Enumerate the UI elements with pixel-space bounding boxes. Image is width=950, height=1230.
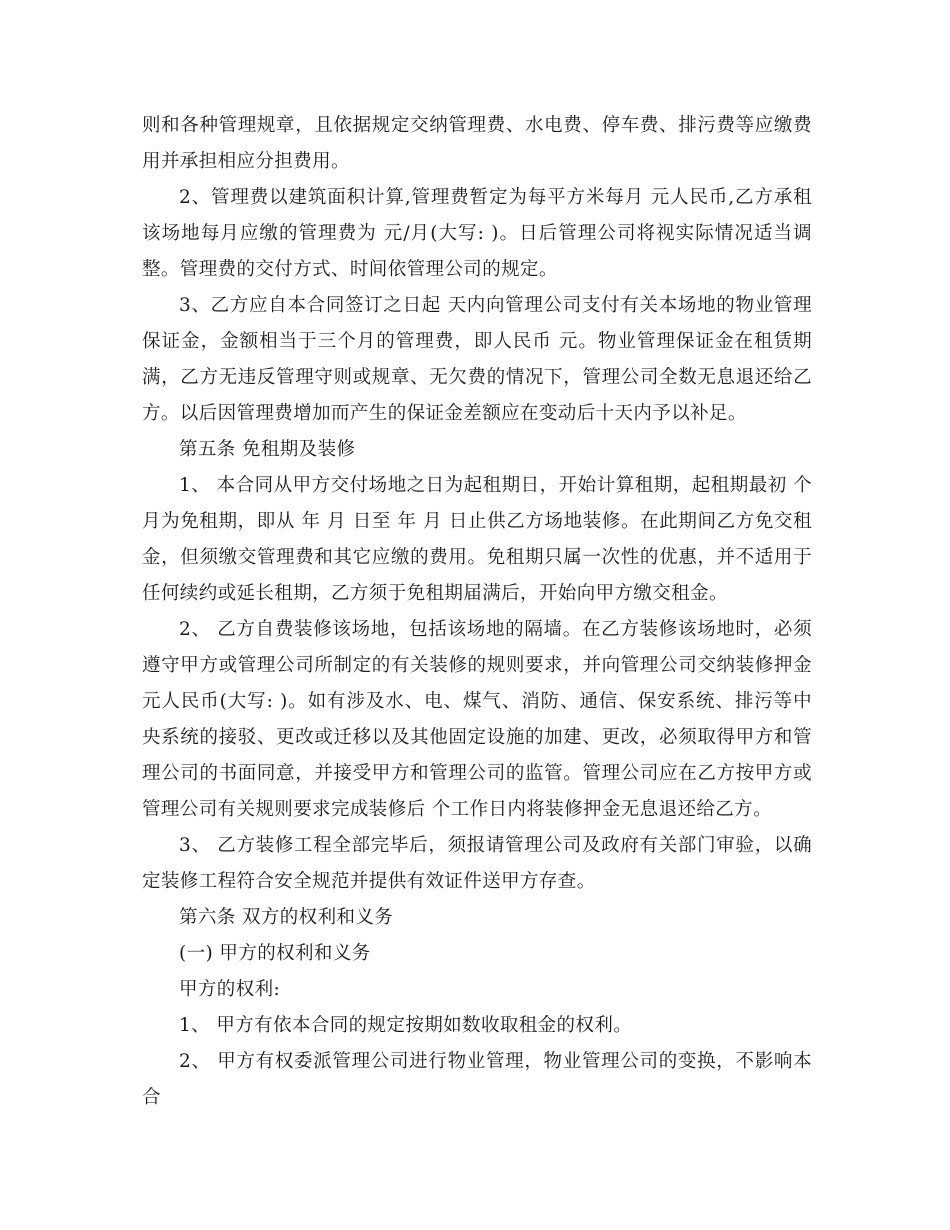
article-6-heading: 第六条 双方的权利和义务 xyxy=(179,907,394,928)
paragraph-renovation: 2、 乙方自费装修该场地，包括该场地的隔墙。在乙方装修该场地时，必须遵守甲方或管理公司所制定的有关装修的规则要求，并向管理公司交纳装修押金 元人民币(大写: )。如有涉及水、电、煤气、消防、通信、保安系统、排污等中央系统的接驳、更改或迁移以及其他固定设施的加建、更改，必须取得甲方和管理公司的书面同意，并接受甲方和管理公司的监管。管理公司应在乙方按甲方或管理公司有关规则要求完成装修后 个工作日内将装修押金无息退还给乙方。 xyxy=(142,619,812,820)
paragraph-right-1: 1、 甲方有依本合同的规定按期如数收取租金的权利。 xyxy=(179,1015,633,1036)
paragraph-management-fee: 2、管理费以建筑面积计算,管理费暂定为每平方米每月 元人民币,乙方承租该场地每月应缴的管理费为 元/月(大写: )。日后管理公司将视实际情况适当调整。管理费的交付方式、时间依管理公司的规定。 xyxy=(142,187,812,280)
paragraph-deposit: 3、乙方应自本合同签订之日起 天内向管理公司支付有关本场地的物业管理保证金，金额相当于三个月的管理费，即人民币 元。物业管理保证金在租赁期满，乙方无违反管理守则或规章、无欠费的情况下，管理公司全数无息退还给乙方。以后因管理费增加而产生的保证金差额应在变动后十天内予以补足。 xyxy=(142,295,812,424)
paragraph-rent-free: 1、 本合同从甲方交付场地之日为起租期日，开始计算租期，起租期最初 个月为免租期，即从 年 月 日至 年 月 日止供乙方场地装修。在此期间乙方免交租金，但须缴交管理费和其它应缴的费用。免租期只属一次性的优惠，并不适用于任何续约或延长租期，乙方须于免租期届满后，开始向甲方缴交租金。 xyxy=(142,475,812,604)
party-a-rights-heading: 甲方的权利: xyxy=(179,979,281,1000)
paragraph-right-2: 2、 甲方有权委派管理公司进行物业管理，物业管理公司的变换，不影响本合 xyxy=(142,1051,812,1108)
paragraph-inspection: 3、 乙方装修工程全部完毕后，须报请管理公司及政府有关部门审验，以确定装修工程符合安全规范并提供有效证件送甲方存查。 xyxy=(142,835,812,892)
section-party-a-heading: (一) 甲方的权利和义务 xyxy=(179,943,371,964)
article-5-heading: 第五条 免租期及装修 xyxy=(179,439,356,460)
paragraph-continuation: 则和各种管理规章，且依据规定交纳管理费、水电费、停车费、排污费等应缴费用并承担相应分担费用。 xyxy=(142,115,812,172)
document-body xyxy=(142,108,812,1116)
